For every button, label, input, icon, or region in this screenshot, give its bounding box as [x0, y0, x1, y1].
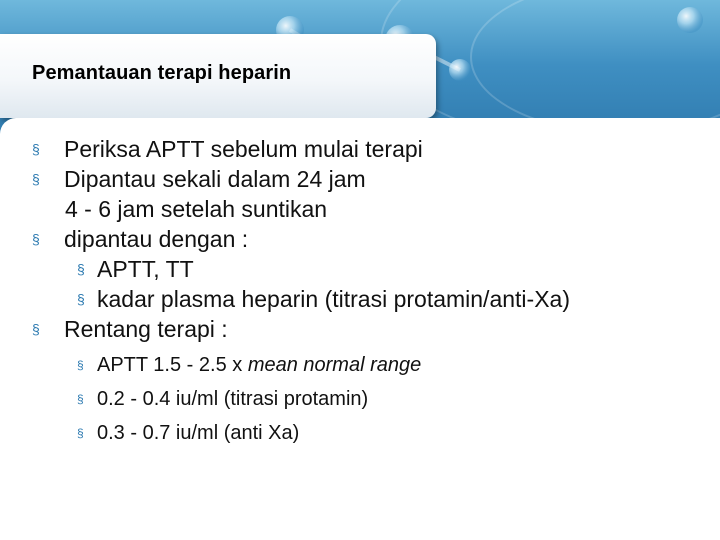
list-item-continuation: [32, 194, 712, 224]
molecule-atom: [449, 59, 471, 81]
list-item: [32, 314, 712, 344]
list-item: [32, 164, 712, 194]
bullet-icon: §: [32, 141, 40, 157]
list-item: [32, 224, 712, 254]
list-item-text: dipantau dengan :: [64, 226, 249, 252]
bullet-icon: §: [77, 261, 85, 277]
list-item-text: Rentang terapi :: [64, 316, 228, 342]
bullet-icon: §: [77, 291, 85, 307]
list-item-text: Dipantau sekali dalam 24 jam: [64, 166, 366, 192]
list-item-text: 0.2 - 0.4 iu/ml (titrasi protamin): [97, 388, 369, 410]
list-item-text-plain: APTT 1.5 - 2.5 x: [97, 354, 248, 376]
list-item-text: APTT, TT: [97, 256, 194, 282]
list-item-text: [97, 350, 421, 380]
list-item-text-italic: mean normal range: [247, 354, 422, 376]
bullet-icon: §: [32, 231, 40, 247]
list-item-text: kadar plasma heparin (titrasi protamin/anti-Xa): [97, 286, 570, 312]
sub-list-item: [32, 350, 712, 380]
slide-title: Pemantauan terapi heparin: [32, 62, 292, 84]
sub-list-item: [32, 284, 712, 314]
bullet-icon: §: [77, 426, 84, 440]
molecule-atom: [677, 7, 703, 33]
list-item-text: 0.3 - 0.7 iu/ml (anti Xa): [97, 422, 300, 444]
bullet-icon: §: [32, 321, 40, 337]
bullet-icon: §: [32, 171, 40, 187]
list-item: [32, 134, 712, 164]
list-item-text: Periksa APTT sebelum mulai terapi: [64, 136, 423, 162]
bullet-list: [32, 134, 712, 448]
sub-list-item: [32, 384, 712, 414]
bullet-icon: §: [77, 392, 84, 406]
bullet-icon: §: [77, 358, 84, 372]
list-item-text: 4 - 6 jam setelah suntikan: [65, 196, 328, 222]
sub-list-item: [32, 418, 712, 448]
sub-list-item: [32, 254, 712, 284]
